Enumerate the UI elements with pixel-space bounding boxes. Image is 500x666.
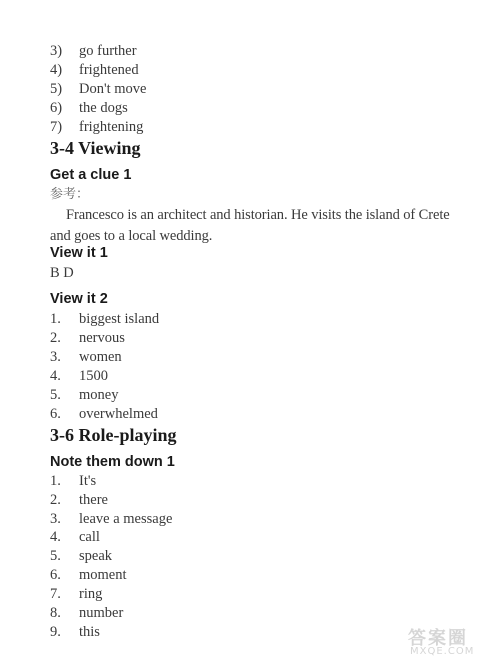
item-number: 4. xyxy=(50,529,61,545)
item-number: 4) xyxy=(50,62,63,78)
item-text: moment xyxy=(79,567,127,583)
item-text: leave a message xyxy=(79,511,173,527)
item-text: the dogs xyxy=(79,100,128,116)
item-text: women xyxy=(79,349,122,365)
item-number: 8. xyxy=(50,605,61,621)
clue-paragraph: Francesco is an architect and historian. He visits the island of Crete and goes to a local wedding. xyxy=(50,207,450,244)
item-number: 5) xyxy=(50,81,63,97)
item-text: there xyxy=(79,492,108,508)
list-item xyxy=(50,367,108,386)
item-number: 1. xyxy=(50,311,61,327)
item-number: 7. xyxy=(50,586,61,602)
item-text: It's xyxy=(79,473,97,489)
watermark-logo xyxy=(408,624,490,658)
section-title-role-playing: 3-6 Role-playing xyxy=(50,425,177,445)
list-item xyxy=(50,329,125,348)
watermark-bottom-text: MXQE.COM xyxy=(410,646,475,657)
item-text: frightened xyxy=(79,62,139,78)
list-item xyxy=(50,80,146,99)
item-text: this xyxy=(79,624,100,640)
watermark-top-text: 答案圈 xyxy=(408,628,468,649)
item-number: 3. xyxy=(50,511,61,527)
list-item xyxy=(50,386,118,405)
list-item xyxy=(50,528,100,547)
list-item xyxy=(50,405,158,424)
subheading-view-it-2: View it 2 xyxy=(50,291,108,307)
item-number: 5. xyxy=(50,548,61,564)
item-number: 6) xyxy=(50,100,63,116)
subheading-view-it-1: View it 1 xyxy=(50,245,108,261)
item-number: 1. xyxy=(50,473,61,489)
item-number: 6. xyxy=(50,406,61,422)
list-item xyxy=(50,348,122,367)
item-number: 3) xyxy=(50,43,63,59)
item-text: number xyxy=(79,605,124,621)
item-text: overwhelmed xyxy=(79,406,158,422)
list-item xyxy=(50,310,159,329)
item-text: biggest island xyxy=(79,311,160,327)
item-text: 1500 xyxy=(79,368,108,384)
list-item xyxy=(50,604,123,623)
item-number: 7) xyxy=(50,119,63,135)
list-item xyxy=(50,623,100,642)
item-text: speak xyxy=(79,548,113,564)
subheading-get-a-clue: Get a clue 1 xyxy=(50,167,132,183)
item-number: 2. xyxy=(50,330,61,346)
list-item xyxy=(50,99,128,118)
item-number: 6. xyxy=(50,567,61,583)
list-item xyxy=(50,491,108,510)
list-item xyxy=(50,472,96,491)
item-text: go further xyxy=(79,43,137,59)
item-text: nervous xyxy=(79,330,125,346)
item-text: call xyxy=(79,529,100,545)
subheading-note-them-down: Note them down 1 xyxy=(50,454,175,470)
list-item xyxy=(50,118,143,137)
list-item xyxy=(50,42,137,61)
item-text: Don't move xyxy=(79,81,147,97)
list-item xyxy=(50,566,127,585)
view-it-1-answer: B D xyxy=(50,265,74,281)
item-number: 4. xyxy=(50,368,61,384)
item-text: ring xyxy=(79,586,103,602)
list-item xyxy=(50,510,172,529)
item-text: frightening xyxy=(79,119,144,135)
item-number: 5. xyxy=(50,387,61,403)
item-number: 3. xyxy=(50,349,61,365)
item-number: 9. xyxy=(50,624,61,640)
item-number: 2. xyxy=(50,492,61,508)
list-item xyxy=(50,585,102,604)
list-item xyxy=(50,547,112,566)
list-item xyxy=(50,61,139,80)
reference-label: 参考： xyxy=(50,187,90,202)
section-title-viewing: 3-4 Viewing xyxy=(50,138,141,158)
item-text: money xyxy=(79,387,119,403)
